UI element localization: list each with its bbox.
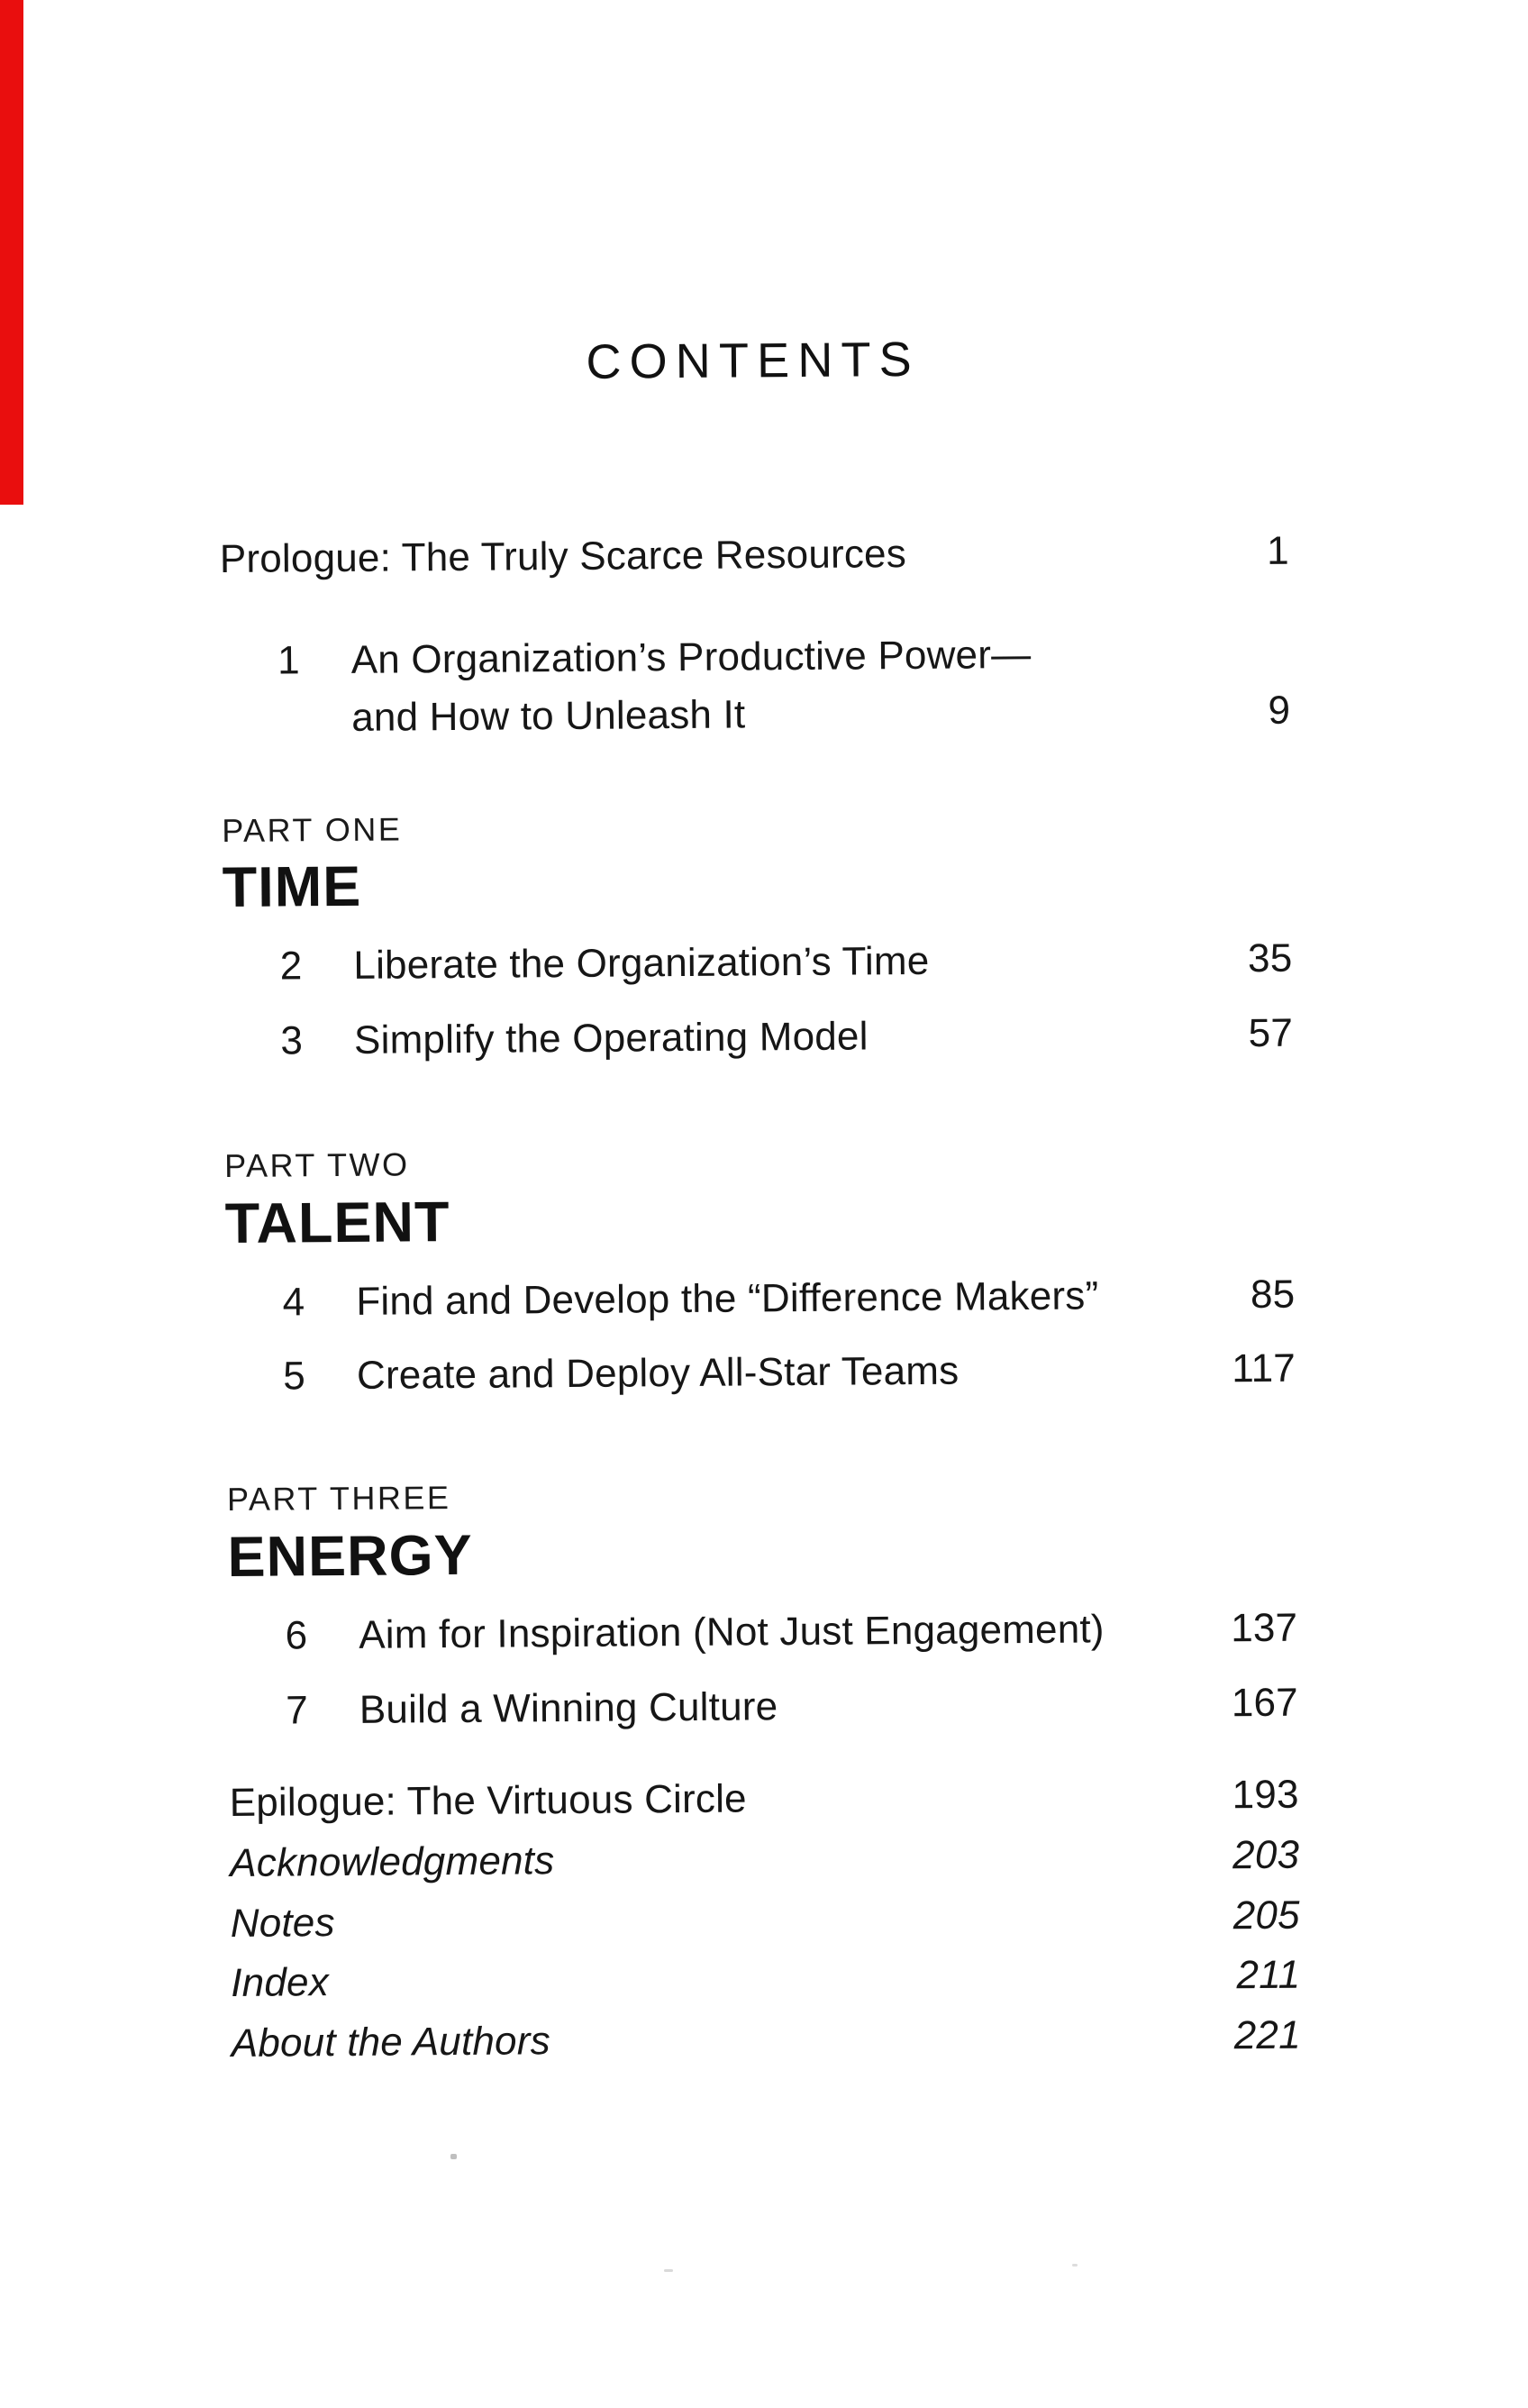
toc-entry-chapter-2 (223, 935, 1292, 990)
toc-content (215, 0, 1301, 2067)
part-kicker: PART THREE (226, 1479, 451, 1519)
toc-entry-chapter-5 (226, 1345, 1296, 1400)
scan-dot-artifact (450, 2154, 457, 2159)
entry-page-number: 205 (1232, 1893, 1300, 1938)
toc-entry-about-the-authors (232, 2012, 1301, 2067)
toc-entry-chapter-6 (228, 1605, 1297, 1660)
chapter-number: 1 (277, 638, 300, 683)
entry-page-number: 193 (1232, 1772, 1299, 1817)
part-kicker: PART ONE (222, 809, 403, 849)
part-title: ENERGY (227, 1523, 473, 1589)
chapter-number: 3 (280, 1018, 304, 1063)
entry-page-number: 35 (1247, 935, 1293, 981)
entry-page-number: 203 (1232, 1832, 1300, 1877)
entry-label: About the Authors (231, 2019, 550, 2066)
entry-page-number: 211 (1236, 1953, 1301, 1998)
entry-label: Notes (230, 1900, 335, 1946)
chapter-title: Simplify the Operating Model (353, 1014, 869, 1063)
entry-page-number: 9 (1268, 688, 1291, 733)
entry-page-number: 117 (1232, 1346, 1296, 1391)
chapter-title: Build a Winning Culture (359, 1684, 778, 1732)
part-title: TIME (222, 854, 362, 920)
toc-entry-notes (231, 1892, 1300, 1947)
part-kicker: PART TWO (223, 1145, 410, 1184)
toc-entry-chapter-4 (225, 1271, 1295, 1326)
toc-entry-chapter-3 (223, 1010, 1293, 1065)
page-title: CONTENTS (586, 332, 921, 389)
toc-entry-acknowledgments (230, 1831, 1299, 1886)
entry-label: Prologue: The Truly Scarce Resources (219, 532, 907, 582)
chapter-title (350, 625, 1227, 746)
chapter-number: 7 (286, 1688, 309, 1733)
entry-page-number: 167 (1231, 1680, 1299, 1726)
toc-entry-chapter-7 (229, 1679, 1298, 1734)
chapter-title: Create and Deploy All-Star Teams (356, 1349, 960, 1399)
entry-page-number: 57 (1248, 1010, 1294, 1056)
entry-page-number: 1 (1266, 528, 1290, 573)
chapter-number: 2 (279, 944, 303, 989)
entry-label: Acknowledgments (230, 1838, 555, 1885)
chapter-title: Aim for Inspiration (Not Just Engagement) (359, 1607, 1105, 1657)
chapter-number: 4 (282, 1279, 305, 1324)
chapter-title-line-1: An Organization’s Productive Power— (350, 632, 1032, 682)
chapter-title-line-2: and How to Unleash It (351, 692, 746, 740)
scan-mark-artifact (664, 2269, 673, 2272)
entry-page-number: 137 (1231, 1605, 1298, 1651)
chapter-title: Liberate the Organization’s Time (353, 938, 930, 988)
chapter-number: 5 (283, 1354, 306, 1399)
part-title: TALENT (224, 1190, 450, 1255)
entry-page-number: 85 (1250, 1272, 1296, 1317)
entry-label: Epilogue: The Virtuous Circle (229, 1776, 747, 1825)
entry-page-number: 221 (1233, 2012, 1301, 2058)
entry-label: Index (231, 1960, 330, 2006)
toc-entry-chapter-1 (221, 625, 1291, 748)
scan-mark-artifact (1072, 2264, 1078, 2267)
toc-entry-prologue (220, 528, 1289, 583)
scan-red-strip-artifact (0, 0, 23, 505)
toc-entry-index (231, 1952, 1300, 2007)
chapter-title: Find and Develop the “Difference Makers” (356, 1272, 1099, 1324)
toc-entry-epilogue (229, 1771, 1298, 1826)
chapter-number: 6 (285, 1613, 308, 1658)
